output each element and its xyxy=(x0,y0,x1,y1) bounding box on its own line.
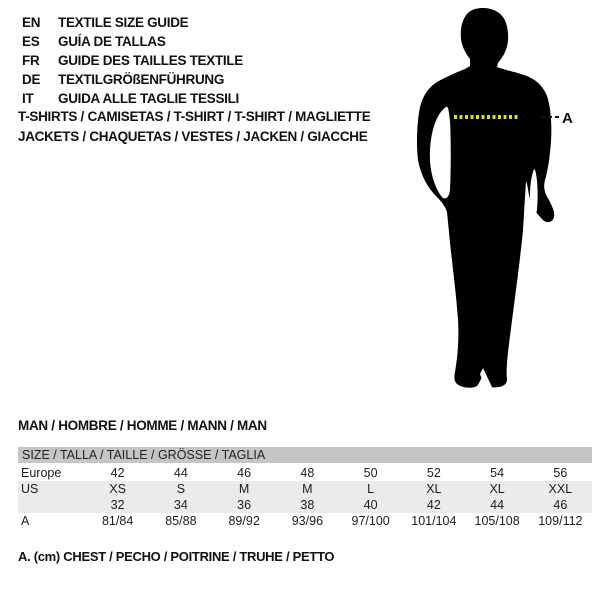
man-silhouette-figure xyxy=(400,0,600,400)
size-cell: M xyxy=(276,481,339,497)
size-cell: 52 xyxy=(402,465,465,481)
size-cell: M xyxy=(213,481,276,497)
size-cell: XL xyxy=(466,481,529,497)
size-cell: 54 xyxy=(466,465,529,481)
size-cell: XL xyxy=(402,481,465,497)
size-cell: S xyxy=(149,481,212,497)
size-table-header: SIZE / TALLA / TAILLE / GRÖSSE / TAGLIA xyxy=(18,447,592,465)
size-cell: 85/88 xyxy=(149,513,212,529)
category-jackets: JACKETS / CHAQUETAS / VESTES / JACKEN / GIACCHE xyxy=(18,129,368,144)
size-cell: 32 xyxy=(86,497,149,513)
size-cell: XXL xyxy=(529,481,592,497)
size-row-us-number xyxy=(18,497,592,513)
language-row-it xyxy=(22,89,243,108)
category-tshirts: T-SHIRTS / CAMISETAS / T-SHIRT / T-SHIRT / MAGLIETTE xyxy=(18,109,371,124)
language-code: FR xyxy=(22,53,40,68)
size-cell: L xyxy=(339,481,402,497)
measure-label-a: A xyxy=(562,110,573,127)
size-cell: 97/100 xyxy=(339,513,402,529)
size-cell: XS xyxy=(86,481,149,497)
section-title-man: MAN / HOMBRE / HOMME / MANN / MAN xyxy=(18,418,267,433)
size-cell: 101/104 xyxy=(402,513,465,529)
size-cell: 50 xyxy=(339,465,402,481)
size-cell: 109/112 xyxy=(529,513,592,529)
language-code: EN xyxy=(22,15,41,30)
row-label: A xyxy=(18,513,86,529)
language-row-fr xyxy=(22,51,243,70)
size-cell: 42 xyxy=(402,497,465,513)
size-table xyxy=(18,447,592,529)
size-cell: 46 xyxy=(213,465,276,481)
size-cell: 40 xyxy=(339,497,402,513)
size-cell: 89/92 xyxy=(213,513,276,529)
measure-footnote: A. (cm) CHEST / PECHO / POITRINE / TRUHE / PETTO xyxy=(18,549,335,564)
row-label xyxy=(18,497,86,513)
row-label: US xyxy=(18,481,86,497)
row-label: Europe xyxy=(18,465,86,481)
size-cell: 81/84 xyxy=(86,513,149,529)
size-cell: 36 xyxy=(213,497,276,513)
language-title: TEXTILGRÖßENFÜHRUNG xyxy=(58,72,225,87)
size-cell: 105/108 xyxy=(466,513,529,529)
language-list xyxy=(22,13,243,108)
garment-categories xyxy=(18,107,370,147)
language-code: DE xyxy=(22,72,41,87)
size-cell: 42 xyxy=(86,465,149,481)
size-cell: 46 xyxy=(529,497,592,513)
language-title: GUÍA DE TALLAS xyxy=(58,34,166,49)
language-row-de xyxy=(22,70,243,89)
language-code: ES xyxy=(22,34,40,49)
size-cell: 38 xyxy=(276,497,339,513)
size-cell: 56 xyxy=(529,465,592,481)
language-title: GUIDE DES TAILLES TEXTILE xyxy=(58,53,244,68)
language-row-es xyxy=(22,32,243,51)
size-row-chest xyxy=(18,513,592,529)
size-cell: 44 xyxy=(149,465,212,481)
language-row-en xyxy=(22,13,243,32)
size-row-us-letter xyxy=(18,481,592,497)
language-code: IT xyxy=(22,91,34,106)
size-table-header-row xyxy=(18,447,592,465)
language-title: GUIDA ALLE TAGLIE TESSILI xyxy=(58,91,239,106)
language-title: TEXTILE SIZE GUIDE xyxy=(58,15,189,30)
size-cell: 48 xyxy=(276,465,339,481)
size-cell: 44 xyxy=(466,497,529,513)
size-cell: 34 xyxy=(149,497,212,513)
size-row-europe xyxy=(18,465,592,481)
size-cell: 93/96 xyxy=(276,513,339,529)
